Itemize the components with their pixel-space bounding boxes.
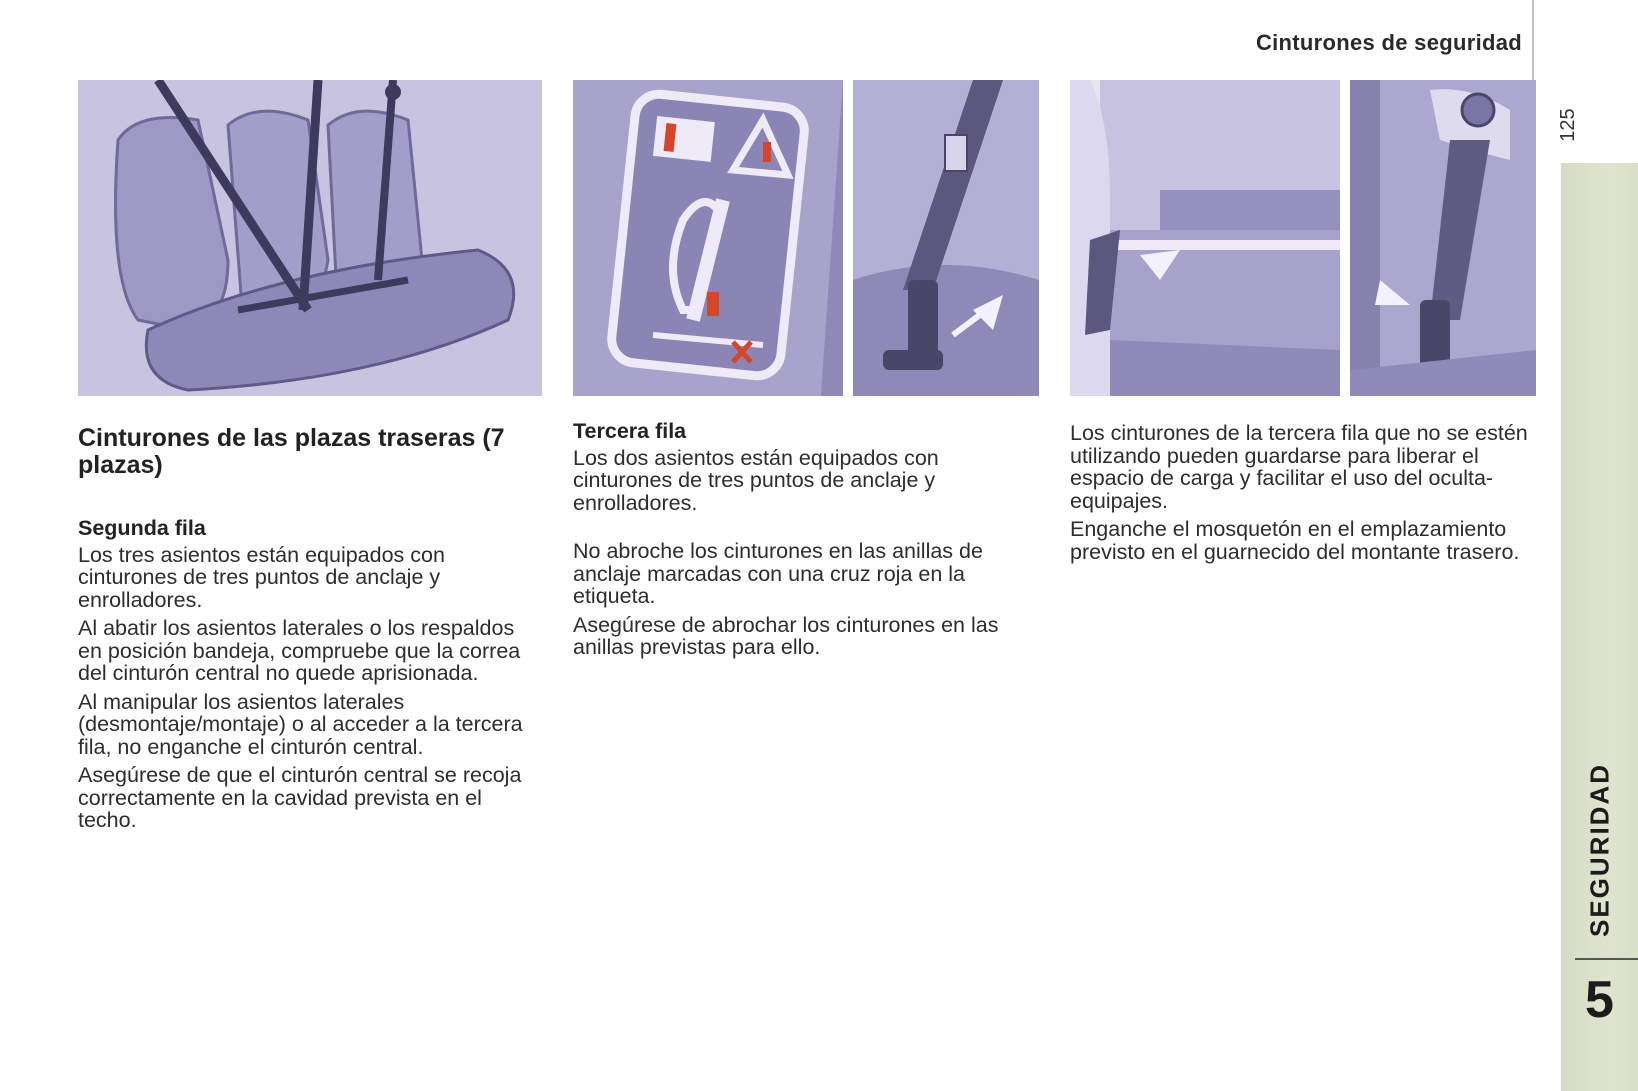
subsection-title-second-row: Segunda fila xyxy=(78,516,206,540)
anchor-label-illustration xyxy=(573,80,843,396)
paragraph: Los dos asientos están equipados con cinturones de tres puntos de anclaje y enrolladores. xyxy=(573,445,939,515)
cargo-illustration xyxy=(1070,80,1340,396)
paragraph: Asegúrese de abrochar los cinturones en las anillas previstas para ello. xyxy=(573,612,999,659)
paragraph: Los tres asientos están equipados con cinturones de tres puntos de anclaje y enrolladores. xyxy=(78,542,445,612)
paragraph: No abroche los cinturones en las anillas de anclaje marcadas con una cruz roja en la etiqueta. xyxy=(573,539,983,608)
pillar-hook-illustration xyxy=(1350,80,1536,396)
paragraph: Enganche el mosquetón en el emplazamiento previsto en el guarnecido del montante trasero. xyxy=(1070,517,1520,564)
column-third-row xyxy=(573,420,1033,665)
chapter-tab-text: SEGURIDAD xyxy=(1584,762,1614,938)
paragraph: Al manipular los asientos laterales (desmontaje/montaje) o al acceder a la tercera fila, no enganche el cinturón central. xyxy=(78,689,523,759)
paragraph: Asegúrese de que el cinturón central se recoja correctamente en la cavidad prevista en el techo. xyxy=(78,763,522,832)
page-number: 125 xyxy=(1557,108,1579,142)
figure-third-row-buckle xyxy=(853,80,1039,396)
chapter-number: 5 xyxy=(1585,971,1614,1029)
figure-cargo-area xyxy=(1070,80,1340,396)
chapter-divider xyxy=(1575,958,1638,960)
chapter-tab-label xyxy=(1561,700,1638,1000)
header-divider xyxy=(1532,0,1534,82)
section-title: Cinturones de las plazas traseras (7 plazas) xyxy=(78,424,505,479)
buckle-illustration xyxy=(853,80,1039,396)
paragraph: Los cinturones de la tercera fila que no se estén utilizando pueden guardarse para liberar el espacio de carga y facilitar el uso del oculta-equipajes. xyxy=(1070,421,1528,513)
figure-second-row-seats xyxy=(78,80,542,396)
column-second-row xyxy=(78,425,538,838)
running-header-title: Cinturones de seguridad xyxy=(1255,30,1522,55)
figure-rear-pillar-hook xyxy=(1350,80,1536,396)
figure-anchor-label xyxy=(573,80,843,396)
column-storage xyxy=(1070,422,1535,569)
paragraph: Al abatir los asientos laterales o los respaldos en posición bandeja, compruebe que la correa del cinturón central no quede aprisionada. xyxy=(78,616,521,685)
subsection-title-third-row: Tercera fila xyxy=(573,419,687,443)
paragraph-spacer xyxy=(573,520,1033,540)
seat-belts-illustration xyxy=(78,80,542,396)
